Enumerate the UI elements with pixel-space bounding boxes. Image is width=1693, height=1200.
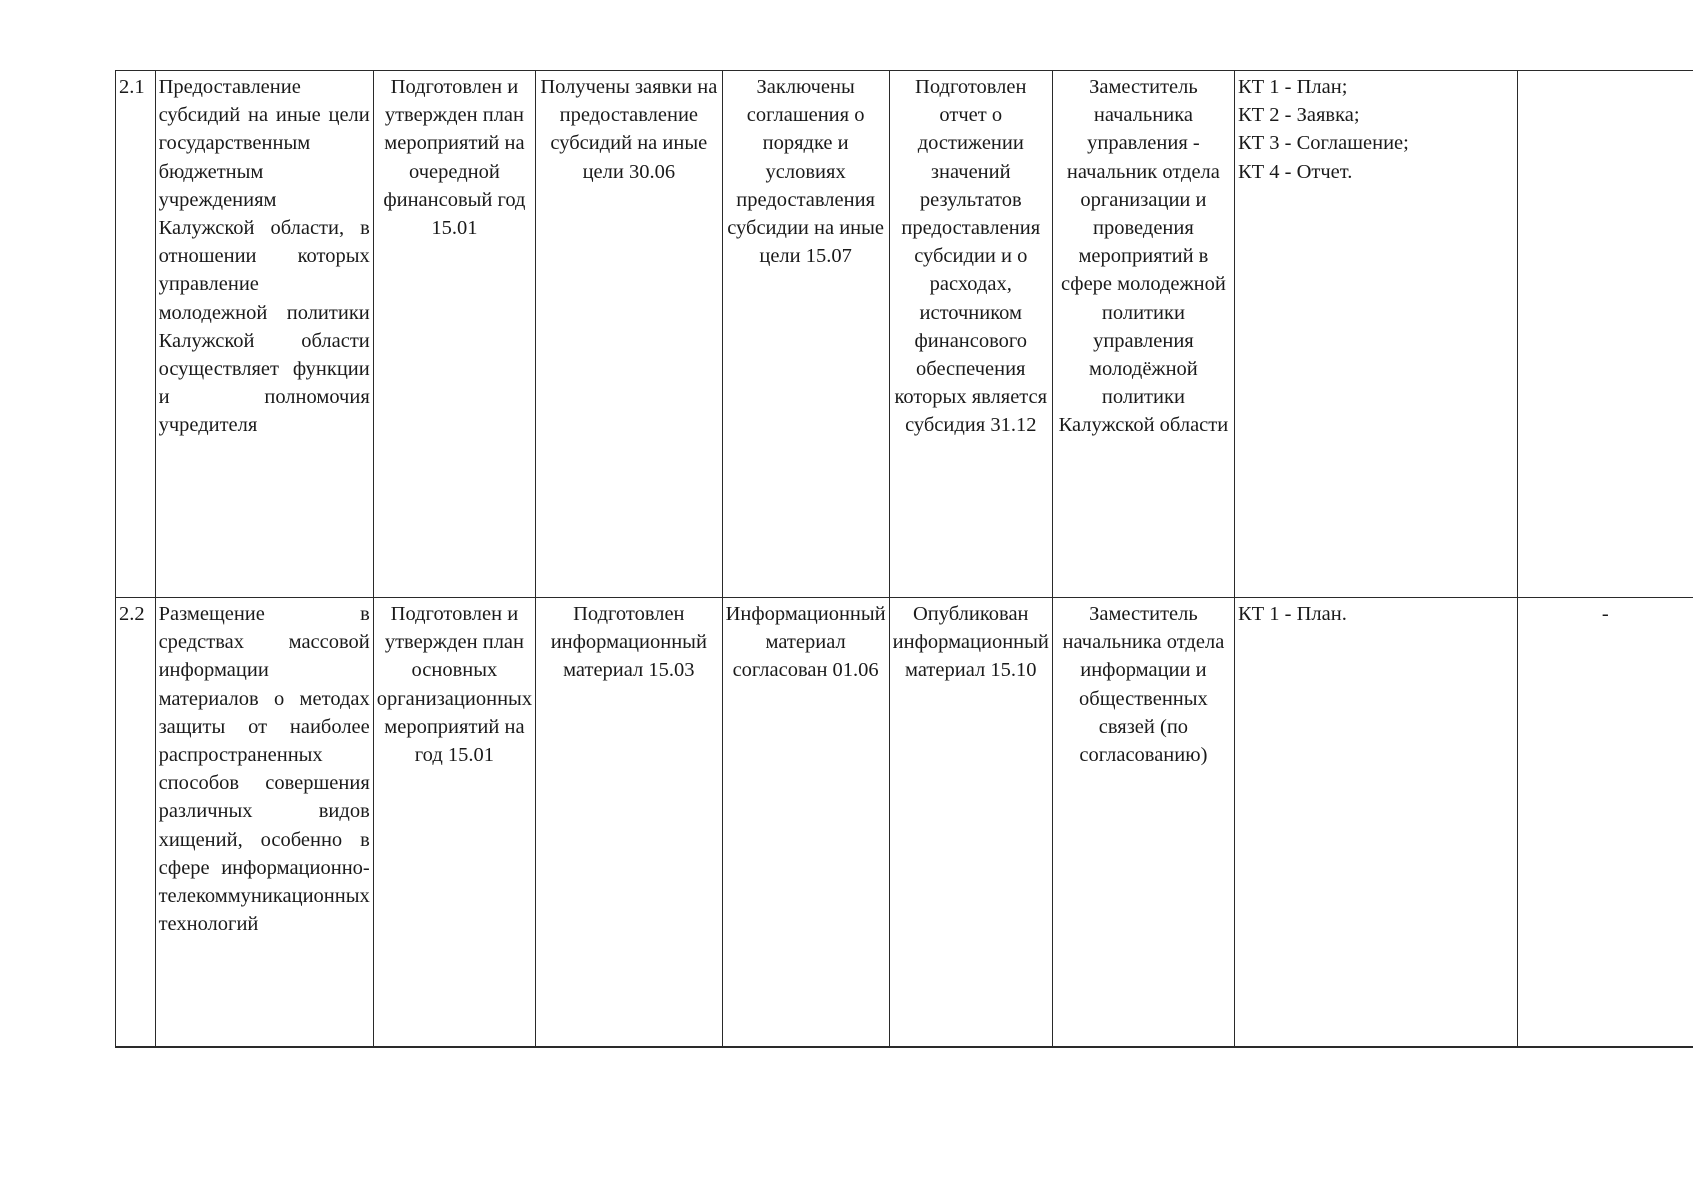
document-item: КТ 2 - Заявка; xyxy=(1237,104,1360,127)
document-item: КТ 1 - План; xyxy=(1237,76,1348,98)
responsible-person: Заместитель начальника отдела информации и общественных связей (по согласованию) xyxy=(1052,598,1234,1048)
activity-name: Размещение в средствах массовой информации материалов о методах защиты от наиболее распространенных способов совершения различных видов хищений, особенно в сфере информационно-телекоммуникационных технологий xyxy=(155,598,373,1048)
row-number: 2.2 xyxy=(116,598,156,1048)
control-point-1: Подготовлен и утвержден план мероприятий на очередной финансовый год 15.01 xyxy=(373,71,535,598)
control-point-3: Информационный материал согласован 01.06 xyxy=(722,598,889,1048)
documents-cell xyxy=(1234,598,1517,1048)
control-point-2: Подготовлен информационный материал 15.03 xyxy=(536,598,723,1048)
control-point-2: Получены заявки на предоставление субсидий на иные цели 30.06 xyxy=(536,71,723,598)
extra-cell: - xyxy=(1517,598,1693,1048)
extra-cell xyxy=(1517,71,1693,598)
row-number: 2.1 xyxy=(116,71,156,598)
documents-cell xyxy=(1234,71,1517,598)
document-item: КТ 3 - Соглашение; xyxy=(1237,132,1409,155)
control-point-4: Опубликован информационный материал 15.10 xyxy=(889,598,1052,1048)
responsible-person: Заместитель начальника управления - начальник отдела организации и проведения мероприятий в сфере молодежной политики управления молодёжной политики Калужской области xyxy=(1052,71,1234,598)
table-row xyxy=(116,598,1693,1048)
table-row xyxy=(116,71,1693,598)
control-point-1: Подготовлен и утвержден план основных организационных мероприятий на год 15.01 xyxy=(373,598,535,1048)
document-item: КТ 1 - План. xyxy=(1237,603,1347,625)
control-point-4: Подготовлен отчет о достижении значений результатов предоставления субсидии и о расходах, источником финансового обеспечения которых является субсидия 31.12 xyxy=(889,71,1052,598)
control-point-3: Заключены соглашения о порядке и условиях предоставления субсидии на иные цели 15.07 xyxy=(722,71,889,598)
document-item: КТ 4 - Отчет. xyxy=(1237,160,1353,183)
activity-name: Предоставление субсидий на иные цели государственным бюджетным учреждениям Калужской области, в отношении которых управление молодежной политики Калужской области осуществляет функции и полномочия учредителя xyxy=(155,71,373,598)
plan-table xyxy=(115,70,1693,1048)
